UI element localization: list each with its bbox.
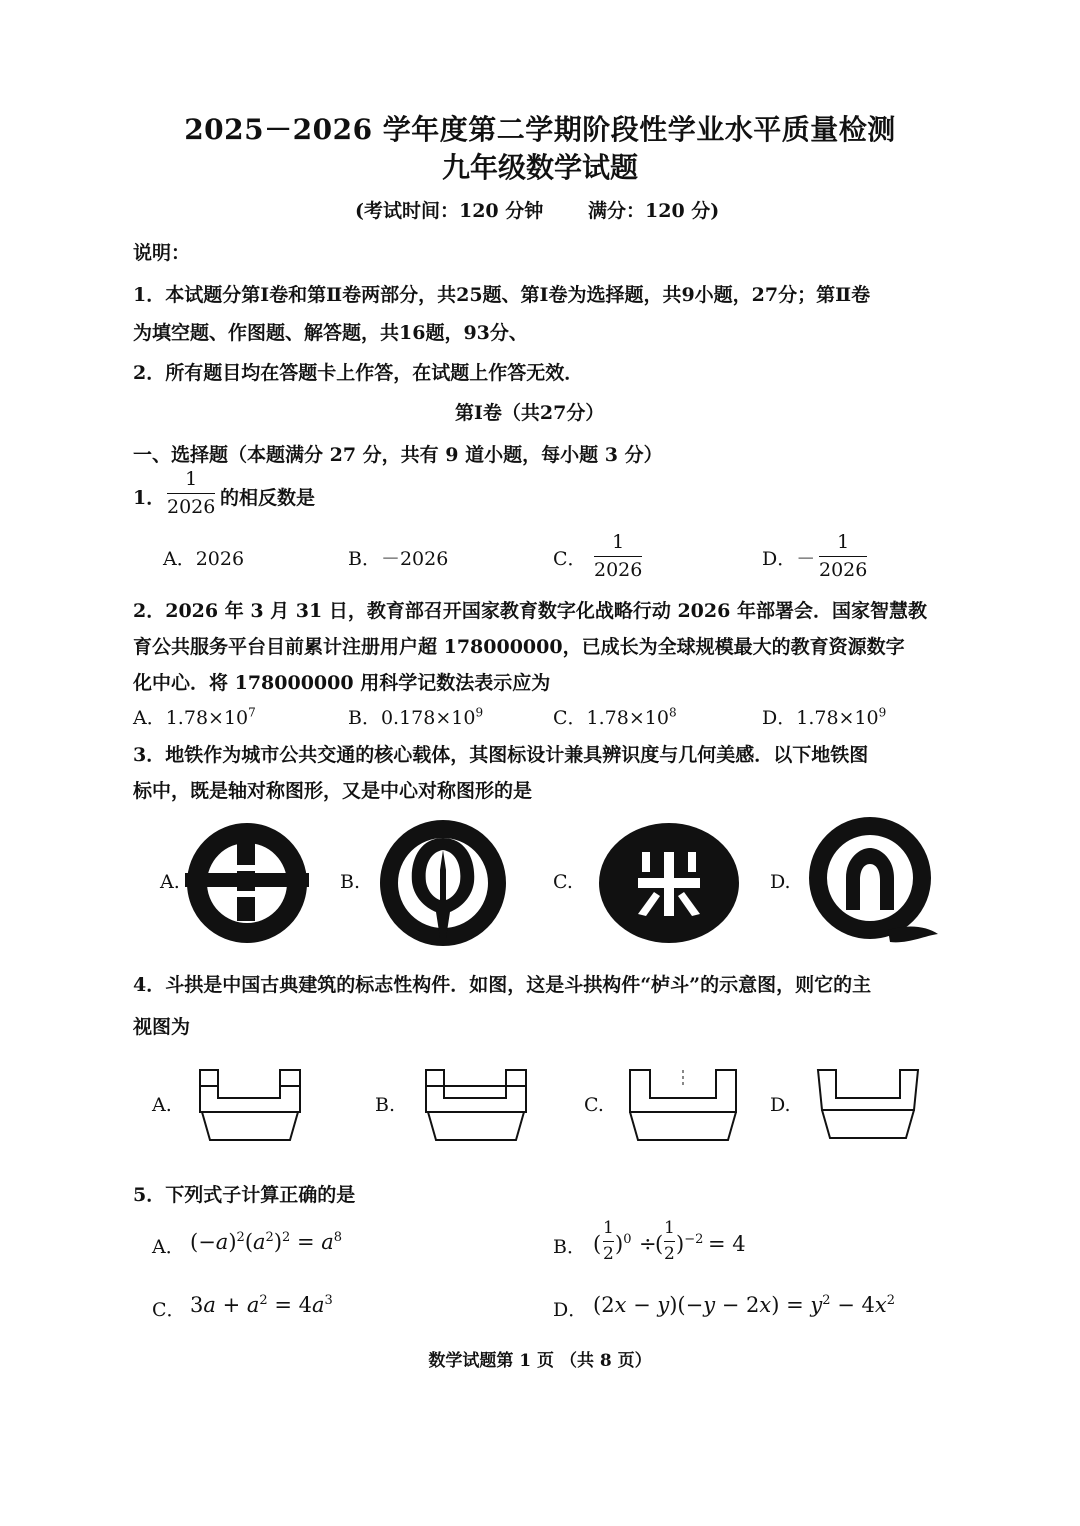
- q2-line3: 化中心．将 178000000 用科学记数法表示应为: [133, 672, 551, 694]
- q2-line2: 育公共服务平台目前累计注册用户超 178000000，已成长为全球规模最大的教育资源数字: [133, 636, 905, 658]
- subway-logo-d-icon: [808, 818, 940, 948]
- subway-logo-a-icon: [185, 821, 309, 945]
- q5-option-b-close1: )$^0$: [615, 1232, 632, 1256]
- q2-b-exp: 9: [475, 705, 484, 720]
- q5-text: 5．下列式子计算正确的是: [133, 1184, 356, 1206]
- q5-option-d-label: D．: [553, 1299, 588, 1321]
- q2-option-c: [553, 703, 677, 730]
- q1-number: 1．: [133, 487, 166, 509]
- q5-b-exp0: 0: [623, 1232, 632, 1247]
- q2-option-b: [348, 703, 483, 730]
- q5-b-frac1-den: 2: [603, 1244, 614, 1264]
- dougong-view-d-icon: [814, 1066, 922, 1142]
- q3-line2: 标中，既是轴对称图形，又是中心对称图形的是: [133, 780, 533, 802]
- exam-title-line2: 九年级数学试题: [441, 151, 638, 184]
- q5-b-frac1: [603, 1220, 614, 1263]
- q1-option-a: A．2026: [163, 548, 245, 570]
- q5-option-c-expr: $3a + a^2 = 4a^3$: [190, 1293, 333, 1317]
- q4-option-a-label: A.: [152, 1094, 172, 1116]
- instruction-1-line1: 1．本试题分第Ⅰ卷和第Ⅱ卷两部分，共25题、第Ⅰ卷为选择题，共9小题，27分；第Ⅱ卷: [133, 284, 871, 306]
- q1-frac-num: 1: [185, 468, 198, 490]
- instruction-2: 2．所有题目均在答题卡上作答，在试题上作答无效．: [133, 362, 584, 384]
- section-heading: 一、选择题（本题满分 27 分，共有 9 道小题，每小题 3 分）: [133, 444, 663, 466]
- q3-option-c-label: C.: [553, 871, 573, 893]
- page-footer: 数学试题第 1 页 （共 8 页）: [428, 1351, 652, 1371]
- q2-b-base: B．0.178×10: [348, 707, 476, 729]
- q5-option-b-div: ÷: [639, 1232, 657, 1256]
- q2-option-d: [762, 703, 886, 730]
- q4-line1: 4．斗拱是中国古典建筑的标志性构件．如图，这是斗拱构件“栌斗”的示意图，则它的主: [133, 974, 872, 996]
- dougong-view-b-icon: [424, 1068, 528, 1142]
- q2-c-exp: 8: [668, 705, 677, 720]
- q5-option-b-label: B．: [553, 1236, 586, 1258]
- q5-option-b-open1: (: [593, 1232, 602, 1256]
- q1-option-b: B．－2026: [348, 548, 449, 570]
- q5-option-b-open2: (: [655, 1232, 664, 1256]
- q5-b-frac2-num: 1: [664, 1218, 675, 1238]
- q2-option-a: [133, 703, 256, 730]
- full-score: 满分：120 分): [588, 200, 720, 222]
- q5-option-b-rhs: = 4: [708, 1232, 746, 1256]
- q3-option-a-label: A.: [160, 871, 180, 893]
- q5-option-a-label: A．: [152, 1236, 185, 1258]
- q5-option-d-expr: $(2x - y)(-y - 2x) = y^2 - 4x^2$: [593, 1293, 895, 1317]
- q1-d-num: 1: [837, 531, 850, 553]
- q1-option-d-label: D．－: [762, 548, 816, 570]
- q5-option-b-close2: )$^{-2}$: [676, 1232, 704, 1256]
- q5-b-expm2: −2: [684, 1232, 704, 1247]
- q4-option-d-label: D.: [770, 1094, 791, 1116]
- q1-c-num: 1: [612, 531, 625, 553]
- q1-text: 的相反数是: [220, 487, 316, 509]
- q5-option-c-label: C．: [152, 1299, 186, 1321]
- q1-option-c-label: C．: [553, 548, 587, 570]
- q5-b-frac1-num: 1: [603, 1218, 614, 1238]
- q1-frac-den: 2026: [167, 496, 216, 518]
- q4-line2: 视图为: [133, 1016, 191, 1038]
- exam-title-line1: 2025－2026 学年度第二学期阶段性学业水平质量检测: [184, 113, 896, 146]
- q1-c-den: 2026: [594, 559, 643, 581]
- instructions-heading: 说明：: [133, 242, 191, 264]
- q1-fraction: [167, 470, 215, 517]
- q3-option-b-label: B.: [340, 871, 361, 893]
- q4-option-b-label: B.: [375, 1094, 396, 1116]
- q2-c-base: C．1.78×10: [553, 707, 669, 729]
- instruction-1-line2: 为填空题、作图题、解答题，共16题，93分、: [133, 322, 528, 344]
- q3-option-d-label: D.: [770, 871, 791, 893]
- q2-d-base: D．1.78×10: [762, 707, 879, 729]
- q2-a-exp: 7: [248, 705, 256, 720]
- exam-time: (考试时间：120 分钟: [355, 200, 544, 222]
- q4-option-c-label: C.: [584, 1094, 604, 1116]
- q1-option-c-fraction: [594, 533, 642, 580]
- q1-option-d-fraction: [819, 533, 867, 580]
- q5-option-a-expr: $(-a)^2(a^2)^2 = a^8$: [190, 1230, 343, 1254]
- q5-b-frac2: [664, 1220, 675, 1263]
- q2-a-base: A．1.78×10: [133, 707, 249, 729]
- part1-heading: 第Ⅰ卷（共27分）: [455, 402, 605, 424]
- subway-logo-c-icon: [598, 822, 740, 944]
- q3-line1: 3．地铁作为城市公共交通的核心载体，其图标设计兼具辨识度与几何美感．以下地铁图: [133, 744, 869, 766]
- q2-line1: 2．2026 年 3 月 31 日，教育部召开国家教育数字化战略行动 2026 年部署会．国家智慧教: [133, 600, 927, 622]
- q2-d-exp: 9: [878, 705, 887, 720]
- q1-d-den: 2026: [819, 559, 868, 581]
- q5-b-frac2-den: 2: [664, 1244, 675, 1264]
- dougong-view-c-icon: [626, 1068, 740, 1142]
- subway-logo-b-icon: [380, 820, 506, 946]
- dougong-view-a-icon: [198, 1068, 302, 1142]
